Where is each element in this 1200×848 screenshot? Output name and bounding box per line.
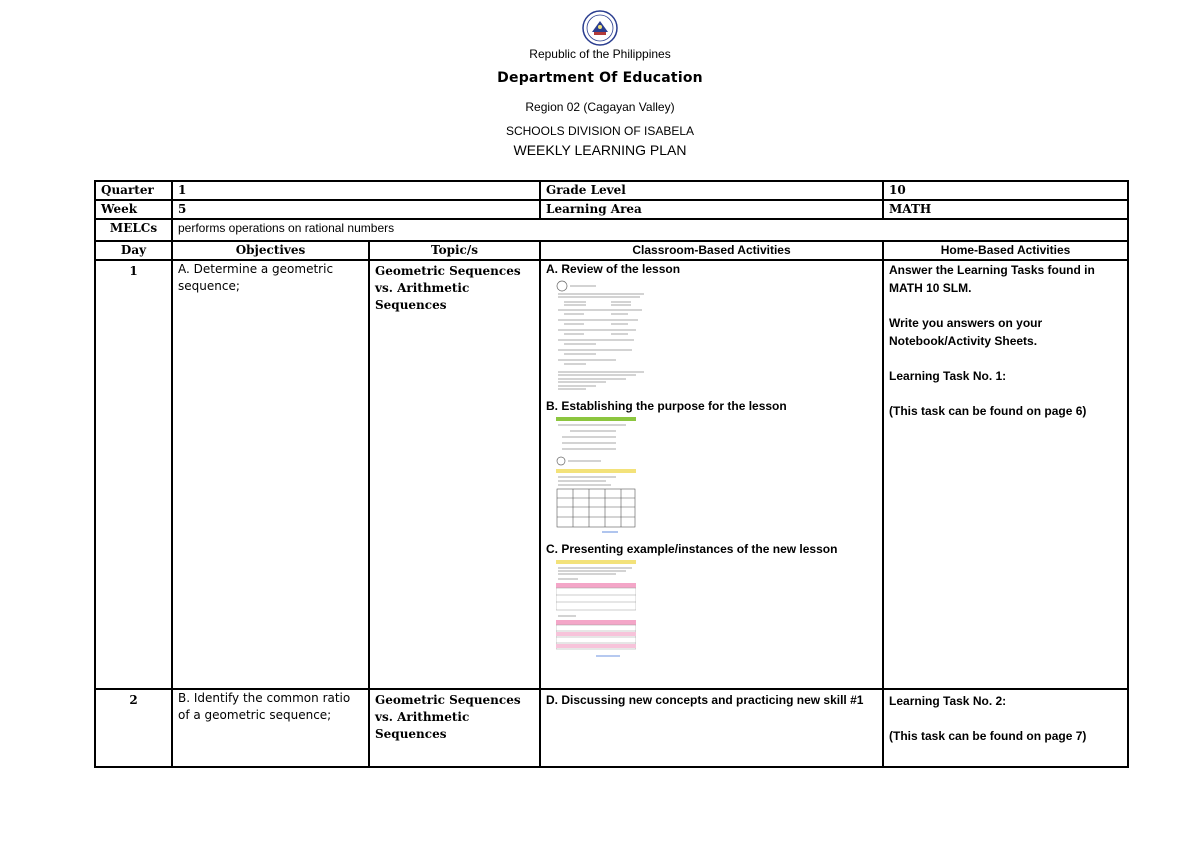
review-worksheet-thumbnail <box>556 280 646 392</box>
learning-area-label: Learning Area <box>540 200 883 219</box>
objective-cell: A. Determine a geometric sequence; <box>172 260 369 689</box>
home-instruction: Answer the Learning Tasks found in MATH 10 SLM. <box>889 263 1095 295</box>
purpose-worksheet-thumbnail <box>556 417 636 535</box>
table-row-day-2 <box>95 689 1128 767</box>
objective-cell: B. Identify the common ratio of a geometric sequence; <box>172 689 369 767</box>
quarter-label: Quarter <box>95 181 172 200</box>
learning-task-page: (This task can be found on page 6) <box>889 404 1087 418</box>
header-plan-title: WEEKLY LEARNING PLAN <box>513 142 687 158</box>
column-header-row <box>95 241 1128 260</box>
col-header-home: Home-Based Activities <box>883 241 1128 260</box>
home-instruction: Write you answers on your Notebook/Activity Sheets. <box>889 316 1043 348</box>
melcs-label: MELCs <box>95 219 172 241</box>
melcs-value: performs operations on rational numbers <box>172 219 1128 241</box>
activity-title: B. Establishing the purpose for the lesson <box>546 399 787 413</box>
header-department: Department Of Education <box>497 70 703 86</box>
col-header-day: Day <box>95 241 172 260</box>
col-header-classroom: Classroom-Based Activities <box>540 241 883 260</box>
quarter-value: 1 <box>172 181 540 200</box>
activity-title: C. Presenting example/instances of the new lesson <box>546 542 838 556</box>
col-header-objectives: Objectives <box>172 241 369 260</box>
home-activities-cell <box>883 689 1128 767</box>
classroom-activities-cell <box>540 689 883 767</box>
header-country: Republic of the Philippines <box>529 47 671 61</box>
grade-level-value: 10 <box>883 181 1128 200</box>
activity-title: D. Discussing new concepts and practicing new skill #1 <box>546 693 864 707</box>
learning-task-page: (This task can be found on page 7) <box>889 729 1087 743</box>
learning-task: Learning Task No. 1: <box>889 369 1007 383</box>
classroom-activities-cell <box>540 260 883 689</box>
week-value: 5 <box>172 200 540 219</box>
header-division: SCHOOLS DIVISION OF ISABELA <box>505 124 695 135</box>
table-row <box>95 219 1128 241</box>
col-header-topics: Topic/s <box>369 241 540 260</box>
table-row <box>95 181 1128 200</box>
home-activities-cell <box>883 260 1128 689</box>
day-cell: 1 <box>95 260 172 689</box>
learning-plan-table <box>94 180 1129 768</box>
topic-cell: Geometric Sequences vs. Arithmetic Sequences <box>369 260 540 689</box>
topic-cell: Geometric Sequences vs. Arithmetic Sequences <box>369 689 540 767</box>
deped-seal-icon <box>582 10 618 46</box>
table-row-day-1 <box>95 260 1128 689</box>
learning-task: Learning Task No. 2: <box>889 694 1007 708</box>
day-cell: 2 <box>95 689 172 767</box>
table-row <box>95 200 1128 219</box>
header-region: Region 02 (Cagayan Valley) <box>525 100 675 114</box>
activity-title: A. Review of the lesson <box>546 262 681 276</box>
example-worksheet-thumbnail <box>556 560 636 660</box>
grade-level-label: Grade Level <box>540 181 883 200</box>
learning-area-value: MATH <box>883 200 1128 219</box>
week-label: Week <box>95 200 172 219</box>
